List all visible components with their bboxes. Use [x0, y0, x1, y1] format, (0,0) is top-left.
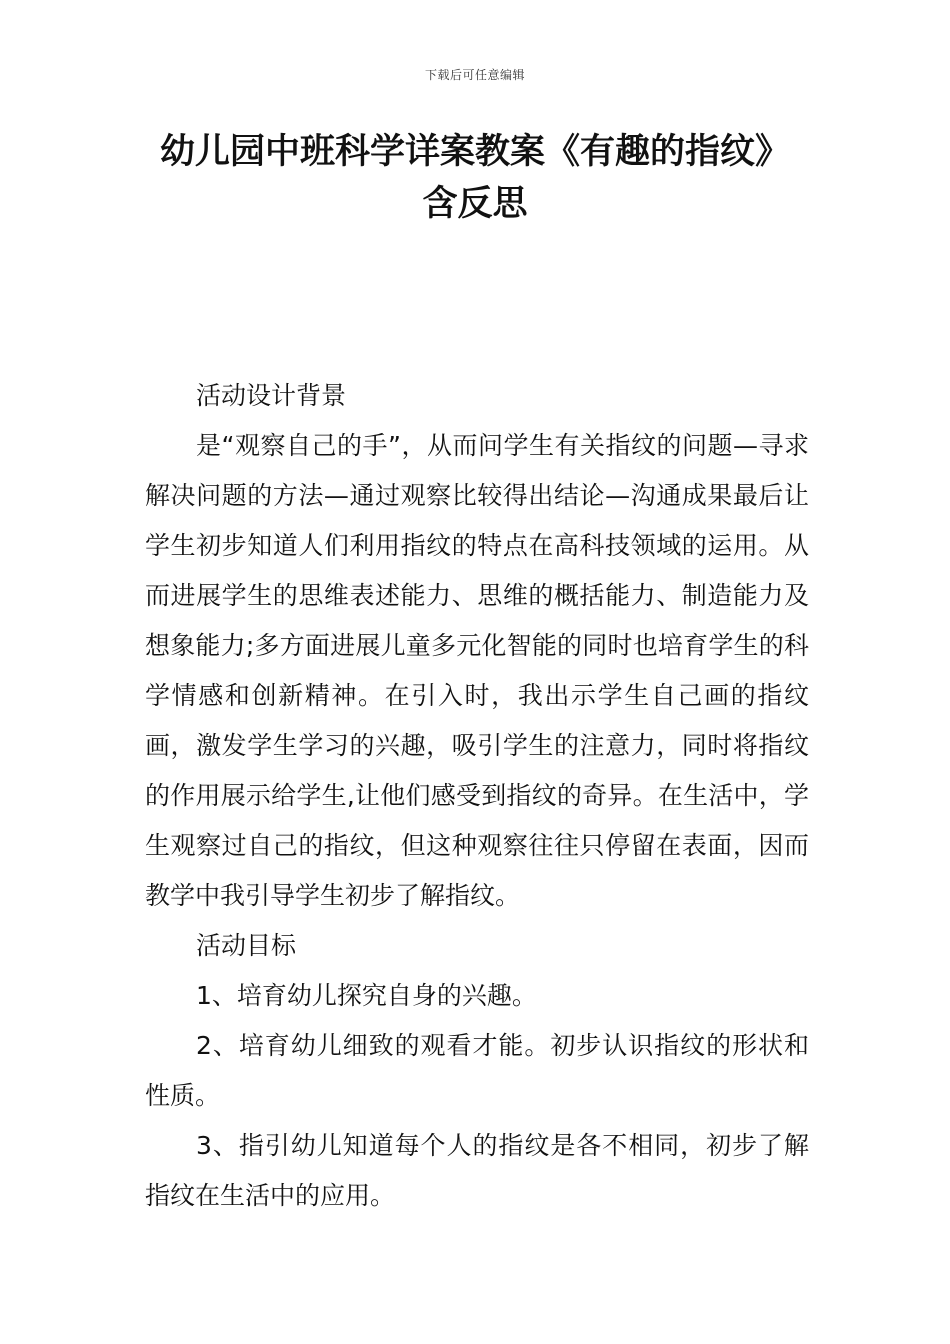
paragraph-background: 是“观察自己的手”，从而问学生有关指纹的问题—寻求解决问题的方法—通过观察比较得出结论—沟通成果最后让学生初步知道人们利用指纹的特点在高科技领域的运用。从而进展学生的思维表述能力、思维的概括能力、制造能力及想象能力;多方面进展儿童多元化智能的同时也培育学生的科学情感和创新精神。在引入时，我出示学生自己画的指纹画，激发学生学习的兴趣，吸引学生的注意力，同时将指纹的作用展示给学生,让他们感受到指纹的奇异。在生活中，学生观察过自己的指纹，但这种观察往往只停留在表面，因而教学中我引导学生初步了解指纹。	[145, 431, 809, 910]
header-note: 下载后可任意编辑	[424, 68, 525, 82]
section-heading-goals: 活动目标	[196, 931, 297, 960]
title-line-1: 幼儿园中班科学详案教案《有趣的指纹》	[159, 132, 790, 172]
goal-item-3: 3、指引幼儿知道每个人的指纹是各不相同，初步了解指纹在生活中的应用。	[145, 1131, 809, 1210]
section-heading-background: 活动设计背景	[196, 381, 347, 410]
goal-item-1: 1、培育幼儿探究自身的兴趣。	[196, 981, 537, 1010]
goal-item-2: 2、培育幼儿细致的观看才能。初步认识指纹的形状和性质。	[145, 1031, 809, 1110]
document-title	[100, 126, 850, 230]
title-line-2: 含反思	[422, 184, 528, 224]
document-body	[145, 371, 809, 1221]
